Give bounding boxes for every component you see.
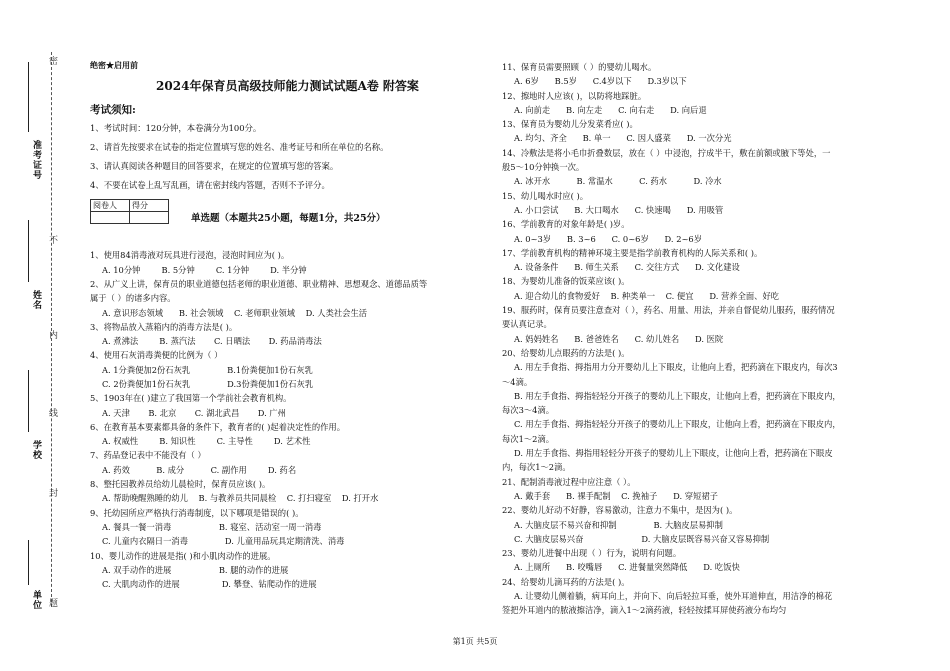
margin-char-ti: 题 xyxy=(47,598,57,607)
question-text: 11、保育员需要照顾（ ）的婴幼儿喝水。 xyxy=(502,62,657,72)
question-options: C. 儿童内衣隔日一消毒 D. 儿童用品玩具定期清洗、消毒 xyxy=(102,536,345,547)
right-column xyxy=(502,60,907,618)
question-options: A. 大脑皮层不易兴奋和抑制 B. 大脑皮层易抑制 xyxy=(514,519,723,530)
question-text: 签把外耳道内的脓液擦洁净，滴入1～2滴药液，轻轻按揉耳屏使药液分布均匀 xyxy=(502,605,787,616)
binding-margin xyxy=(0,0,70,671)
question-options: A. 药效 B. 成分 C. 副作用 D. 药名 xyxy=(102,464,297,475)
question-text: 16、学前教育的对象年龄是( )岁。 xyxy=(502,219,630,230)
page-title: 2024年保育员高级技师能力测试试题A卷 附答案 xyxy=(156,79,419,93)
exam-number-blank xyxy=(28,62,29,132)
margin-label-unit: 单位 xyxy=(31,590,41,610)
question-options: D. 用左手食指、拇指用轻轻分开孩子的婴幼儿上下眼皮，让他向上看，把药滴在下眼皮 xyxy=(514,448,833,459)
question-text: 每次1～2滴。 xyxy=(502,433,555,444)
score-row xyxy=(90,199,485,224)
question-text: 17、学前教育机构的精神环境主要是指学前教育机构的人际关系和( )。 xyxy=(502,247,763,258)
notice-item: 3、请认真阅读各种题目的回答要求，在规定的位置填写您的答案。 xyxy=(90,161,339,172)
question-text: 20、给婴幼儿点眼药的方法是( )。 xyxy=(502,347,630,358)
margin-label-exam-number: 准考证号 xyxy=(31,140,41,180)
notice-item: 4、不要在试卷上乱写乱画，请在密封线内答题，否则不予评分。 xyxy=(90,180,330,191)
question-text: 10、婴儿动作的进展是指( )和小肌肉动作的进展。 xyxy=(90,550,276,561)
question-text: 2、从广义上讲，保育员的职业道德包括老师的职业道德、职业精神、思想观念、道德品质等 xyxy=(90,278,428,289)
question-list-left xyxy=(90,248,485,591)
question-text: 18、为婴幼儿准备的饭菜应该( )。 xyxy=(502,276,630,287)
question-text: 24、给婴幼儿滴耳药的方法是( )。 xyxy=(502,576,630,587)
question-options: A. 妈妈姓名 B. 爸爸姓名 C. 幼儿姓名 D. 医院 xyxy=(514,333,724,344)
question-text: 要认真记录。 xyxy=(502,319,552,330)
section-heading: 单选题（本题共25小题，每题1分，共25分） xyxy=(191,213,386,225)
score-blank[interactable] xyxy=(130,212,169,224)
question-options: A. 让婴幼儿侧着躺，病耳向上，并向下、向后轻拉耳垂，使外耳道伸直，用洁净的棉花 xyxy=(514,590,833,601)
question-options: A. 餐具一餐一消毒 B. 寝室、活动室一周一消毒 xyxy=(102,521,322,532)
question-text: ～4滴。 xyxy=(502,376,533,387)
question-text: 属于（ ）的诸多内容。 xyxy=(90,293,176,304)
question-text: 19、服药时，保育员要注意查对（ ），药名、用量、用法，并亲自督促幼儿服药，服药情况 xyxy=(502,305,835,316)
question-options: A. 向前走 B. 向左走 C. 向右走 D. 向后退 xyxy=(514,104,707,115)
score-table xyxy=(90,199,169,224)
school-blank xyxy=(28,370,29,432)
question-text: 23、婴幼儿进餐中出现（ ）行为，说明有问题。 xyxy=(502,548,682,559)
page-footer: 第1页 共5页 xyxy=(452,637,498,646)
question-text: 7、药品登记表中不能没有（ ） xyxy=(90,450,206,461)
margin-char-mi: 密 xyxy=(47,56,57,65)
margin-label-school: 学校 xyxy=(31,440,41,460)
question-text: 每次3～4滴。 xyxy=(502,405,555,416)
question-options: A. 上厕所 B. 咬嘴唇 C. 进餐量突然降低 D. 吃饭快 xyxy=(514,562,740,573)
question-options: A. 戴手套 B. 裸手配制 C. 挽袖子 D. 穿短裙子 xyxy=(514,490,718,501)
question-text: 14、冷敷法是将小毛巾折叠数层，放在（ ）中浸泡，拧成半干，敷在前额或腋下等处，一 xyxy=(502,147,831,158)
question-options: A. 意识形态领域 B. 社会领域 C. 老师职业领域 D. 人类社会生活 xyxy=(102,307,368,318)
question-options: C. 2份粪便加1份石灰乳 D.3份粪便加1份石灰乳 xyxy=(102,378,314,389)
question-options: A. 权威性 B. 知识性 C. 主导性 D. 艺术性 xyxy=(102,436,311,447)
question-options: A. 煮沸法 B. 蒸汽法 C. 日晒法 D. 药品消毒法 xyxy=(102,336,322,347)
margin-label-name: 姓名 xyxy=(31,290,41,310)
question-options: A. 用左手食指、拇指用力分开婴幼儿上下眼皮，让他向上看，把药滴在下眼皮内，每次3 xyxy=(514,362,838,373)
notice-heading: 考试须知: xyxy=(90,104,136,116)
question-options: A. 天津 B. 北京 C. 湖北武昌 D. 广州 xyxy=(102,407,286,418)
question-text: 6、在教育基本要素都具备的条件下，教育者的( )起着决定性的作用。 xyxy=(90,421,346,432)
question-options: B. 用左手食指、拇指轻轻分开孩子的婴幼儿上下眼皮，让他向上看，把药滴在下眼皮内， xyxy=(514,390,841,401)
question-text: 4、使用石灰消毒粪便的比例为（ ） xyxy=(90,350,223,361)
margin-char-xian: 线 xyxy=(47,408,57,417)
question-text: 9、托幼园所应严格执行消毒制度，以下哪项是错误的( )。 xyxy=(90,507,304,518)
question-text: 1、使用84消毒液对玩具进行浸泡，浸泡时间应为( )。 xyxy=(90,250,290,261)
question-options: A. 双手动作的进展 B. 腿的动作的进展 xyxy=(102,564,289,575)
question-list-right xyxy=(502,60,907,618)
question-text: 13、保育员为婴幼儿分发菜肴应( )。 xyxy=(502,119,638,130)
question-options: C. 大脑皮层易兴奋 D. 大脑皮层既容易兴奋又容易抑制 xyxy=(514,533,770,544)
question-options: A. 迎合幼儿的食物爱好 B. 种类单一 C. 便宜 D. 营养全面、好吃 xyxy=(514,290,780,301)
margin-char-bu: 不 xyxy=(47,235,57,244)
question-text: 22、婴幼儿好动不好静，容易激动，注意力不集中，是因为( )。 xyxy=(502,505,738,516)
question-options: C. 大肌肉动作的进展 D. 攀登、钻爬动作的进展 xyxy=(102,579,317,590)
question-options: C. 用左手食指、拇指轻轻分开孩子的婴幼儿上下眼皮，让他向上看，把药滴在下眼皮内， xyxy=(514,419,841,430)
unit-blank xyxy=(28,540,29,585)
question-options: A. 6岁 B.5岁 C.4岁以下 D.3岁以下 xyxy=(514,76,687,87)
question-text: 15、幼儿喝水时应( )。 xyxy=(502,190,589,201)
question-text: 内，每次1～2滴。 xyxy=(502,462,571,473)
question-text: 21、配制消毒液过程中应注意（ ）。 xyxy=(502,476,636,487)
score-cell-grader: 阅卷人 xyxy=(91,200,130,212)
question-text: 12、擦地时人应该( )，以防将地踩脏。 xyxy=(502,90,647,101)
question-options: A. 帮助晚醒熟睡的幼儿 B. 与教养员共同晨检 C. 打扫寝室 D. 打开水 xyxy=(102,493,379,504)
margin-char-feng: 封 xyxy=(47,488,57,497)
question-text: 8、整托园教养员给幼儿晨检时，保育员应该( )。 xyxy=(90,479,271,490)
question-options: A. 小口尝试 B. 大口喝水 C. 快速喝 D. 用吸管 xyxy=(514,204,724,215)
left-column xyxy=(90,60,485,591)
question-options: A. 1分粪便加2份石灰乳 B.1份粪便加1份石灰乳 xyxy=(102,364,313,375)
score-cell-score: 得分 xyxy=(130,200,169,212)
grader-blank[interactable] xyxy=(91,212,130,224)
secret-mark: 绝密★启用前 xyxy=(90,60,138,70)
name-blank xyxy=(28,220,29,282)
question-text: 5、1903年在( )建立了我国第一个学前社会教育机构。 xyxy=(90,393,292,404)
question-options: A. 0~3岁 B. 3~6 C. 0~6岁 D. 2~6岁 xyxy=(514,233,702,244)
question-options: A. 10分钟 B. 5分钟 C. 1分钟 D. 半分钟 xyxy=(102,264,307,275)
question-options: A. 设备条件 B. 师生关系 C. 交往方式 D. 文化建设 xyxy=(514,262,740,273)
question-options: A. 均匀、齐全 B. 单一 C. 因人盛菜 D. 一次分光 xyxy=(514,133,732,144)
margin-char-nei: 内 xyxy=(47,330,57,339)
question-text: 般5～10分钟换一次。 xyxy=(502,162,585,173)
question-options: A. 冰开水 B. 常温水 C. 药水 D. 冷水 xyxy=(514,176,722,187)
notice-item: 1、考试时间：120分钟，本卷满分为100分。 xyxy=(90,123,262,133)
notice-item: 2、请首先按要求在试卷的指定位置填写您的姓名、准考证号和所在单位的名称。 xyxy=(90,142,389,153)
question-text: 3、将物品放入蒸箱内的消毒方法是( )。 xyxy=(90,321,238,332)
